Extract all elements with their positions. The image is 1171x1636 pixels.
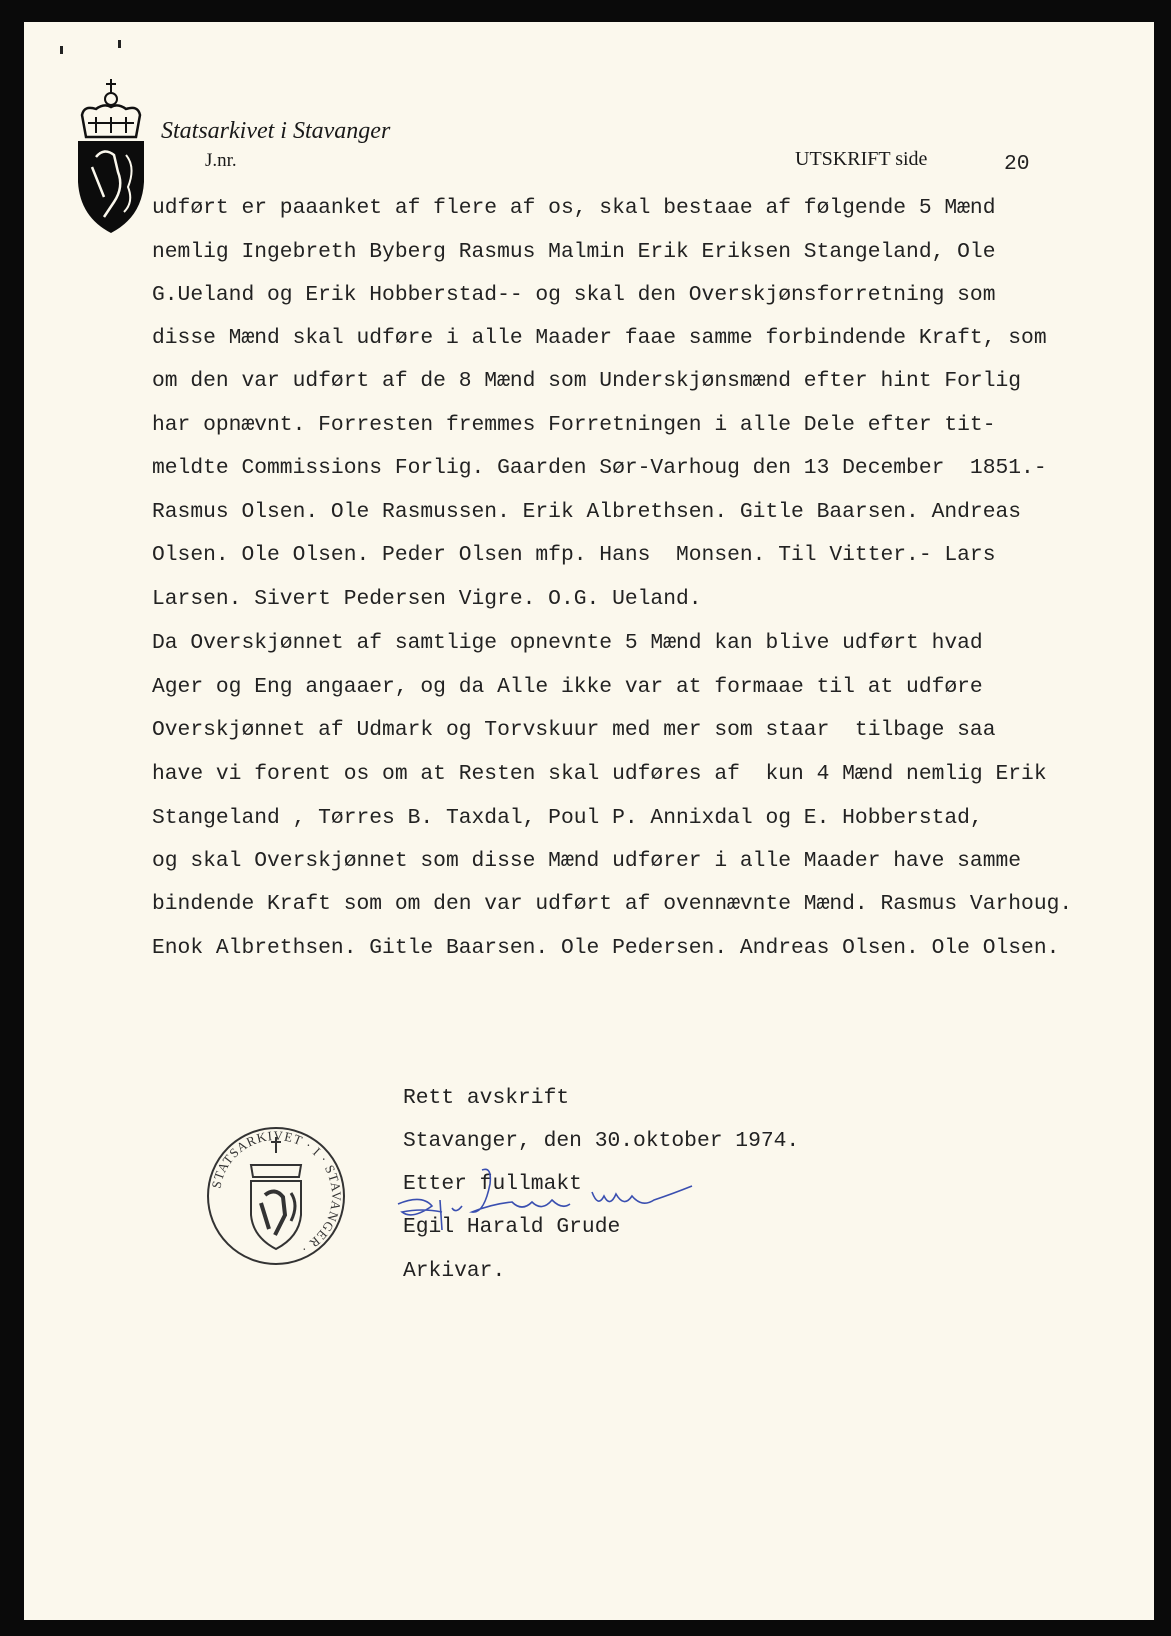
body-line: bindende Kraft som om den var udført af ovennævnte Mænd. Rasmus Varhoug. bbox=[152, 892, 1073, 916]
body-line: Stangeland , Tørres B. Taxdal, Poul P. Annixdal og E. Hobberstad, bbox=[152, 806, 983, 830]
body-line: Ager og Eng angaaer, og da Alle ikke var at formaae til at udføre bbox=[152, 675, 983, 699]
body-line: Olsen. Ole Olsen. Peder Olsen mfp. Hans Monsen. Til Vitter.- Lars bbox=[152, 543, 996, 567]
scan-speck bbox=[118, 40, 121, 48]
body-line: Overskjønnet af Udmark og Torvskuur med mer som staar tilbage saa bbox=[152, 718, 996, 742]
body-line: meldte Commissions Forlig. Gaarden Sør-Varhoug den 13 December 1851.- bbox=[152, 456, 1047, 480]
utskrift-label: UTSKRIFT side bbox=[795, 148, 928, 170]
svg-text:STATSARKIVET · I · STAVANGER ·: STATSARKIVET · I · STAVANGER · bbox=[208, 1127, 345, 1258]
body-line: disse Mænd skal udføre i alle Maader faae samme forbindende Kraft, som bbox=[152, 326, 1047, 350]
institution-name: Statsarkivet i Stavanger bbox=[161, 118, 391, 144]
body-line: G.Ueland og Erik Hobberstad-- og skal den Overskjønsforretning som bbox=[152, 283, 996, 307]
authority-text: Etter fullmakt bbox=[403, 1172, 582, 1196]
body-line: Enok Albrethsen. Gitle Baarsen. Ole Pedersen. Andreas Olsen. Ole Olsen. bbox=[152, 936, 1060, 960]
document-page bbox=[24, 22, 1154, 1620]
body-line: om den var udført af de 8 Mænd som Underskjønsmænd efter hint Forlig bbox=[152, 369, 1022, 393]
page-number: 20 bbox=[1004, 152, 1030, 176]
body-line: har opnævnt. Forresten fremmes Forretningen i alle Dele efter tit- bbox=[152, 413, 996, 437]
signatory-title: Arkivar. bbox=[403, 1259, 506, 1283]
certification-text: Rett avskrift bbox=[403, 1086, 570, 1110]
body-line: Da Overskjønnet af samtlige opnevnte 5 Mænd kan blive udført hvad bbox=[152, 631, 983, 655]
signatory-name: Egil Harald Grude bbox=[403, 1215, 621, 1239]
coat-of-arms-icon bbox=[74, 77, 149, 235]
journal-number-label: J.nr. bbox=[205, 150, 237, 171]
body-line: Larsen. Sivert Pedersen Vigre. O.G. Ueland. bbox=[152, 587, 702, 611]
archive-seal-icon bbox=[205, 1125, 347, 1267]
body-line: og skal Overskjønnet som disse Mænd udfører i alle Maader have samme bbox=[152, 849, 1022, 873]
body-line: Rasmus Olsen. Ole Rasmussen. Erik Albrethsen. Gitle Baarsen. Andreas bbox=[152, 500, 1022, 524]
body-line: udført er paaanket af flere af os, skal bestaae af følgende 5 Mænd bbox=[152, 196, 996, 220]
place-date: Stavanger, den 30.oktober 1974. bbox=[403, 1129, 800, 1153]
body-line: nemlig Ingebreth Byberg Rasmus Malmin Erik Eriksen Stangeland, Ole bbox=[152, 240, 996, 264]
body-line: have vi forent os om at Resten skal udføres af kun 4 Mænd nemlig Erik bbox=[152, 762, 1047, 786]
handwritten-signature bbox=[392, 1164, 702, 1234]
scan-speck bbox=[60, 46, 63, 54]
